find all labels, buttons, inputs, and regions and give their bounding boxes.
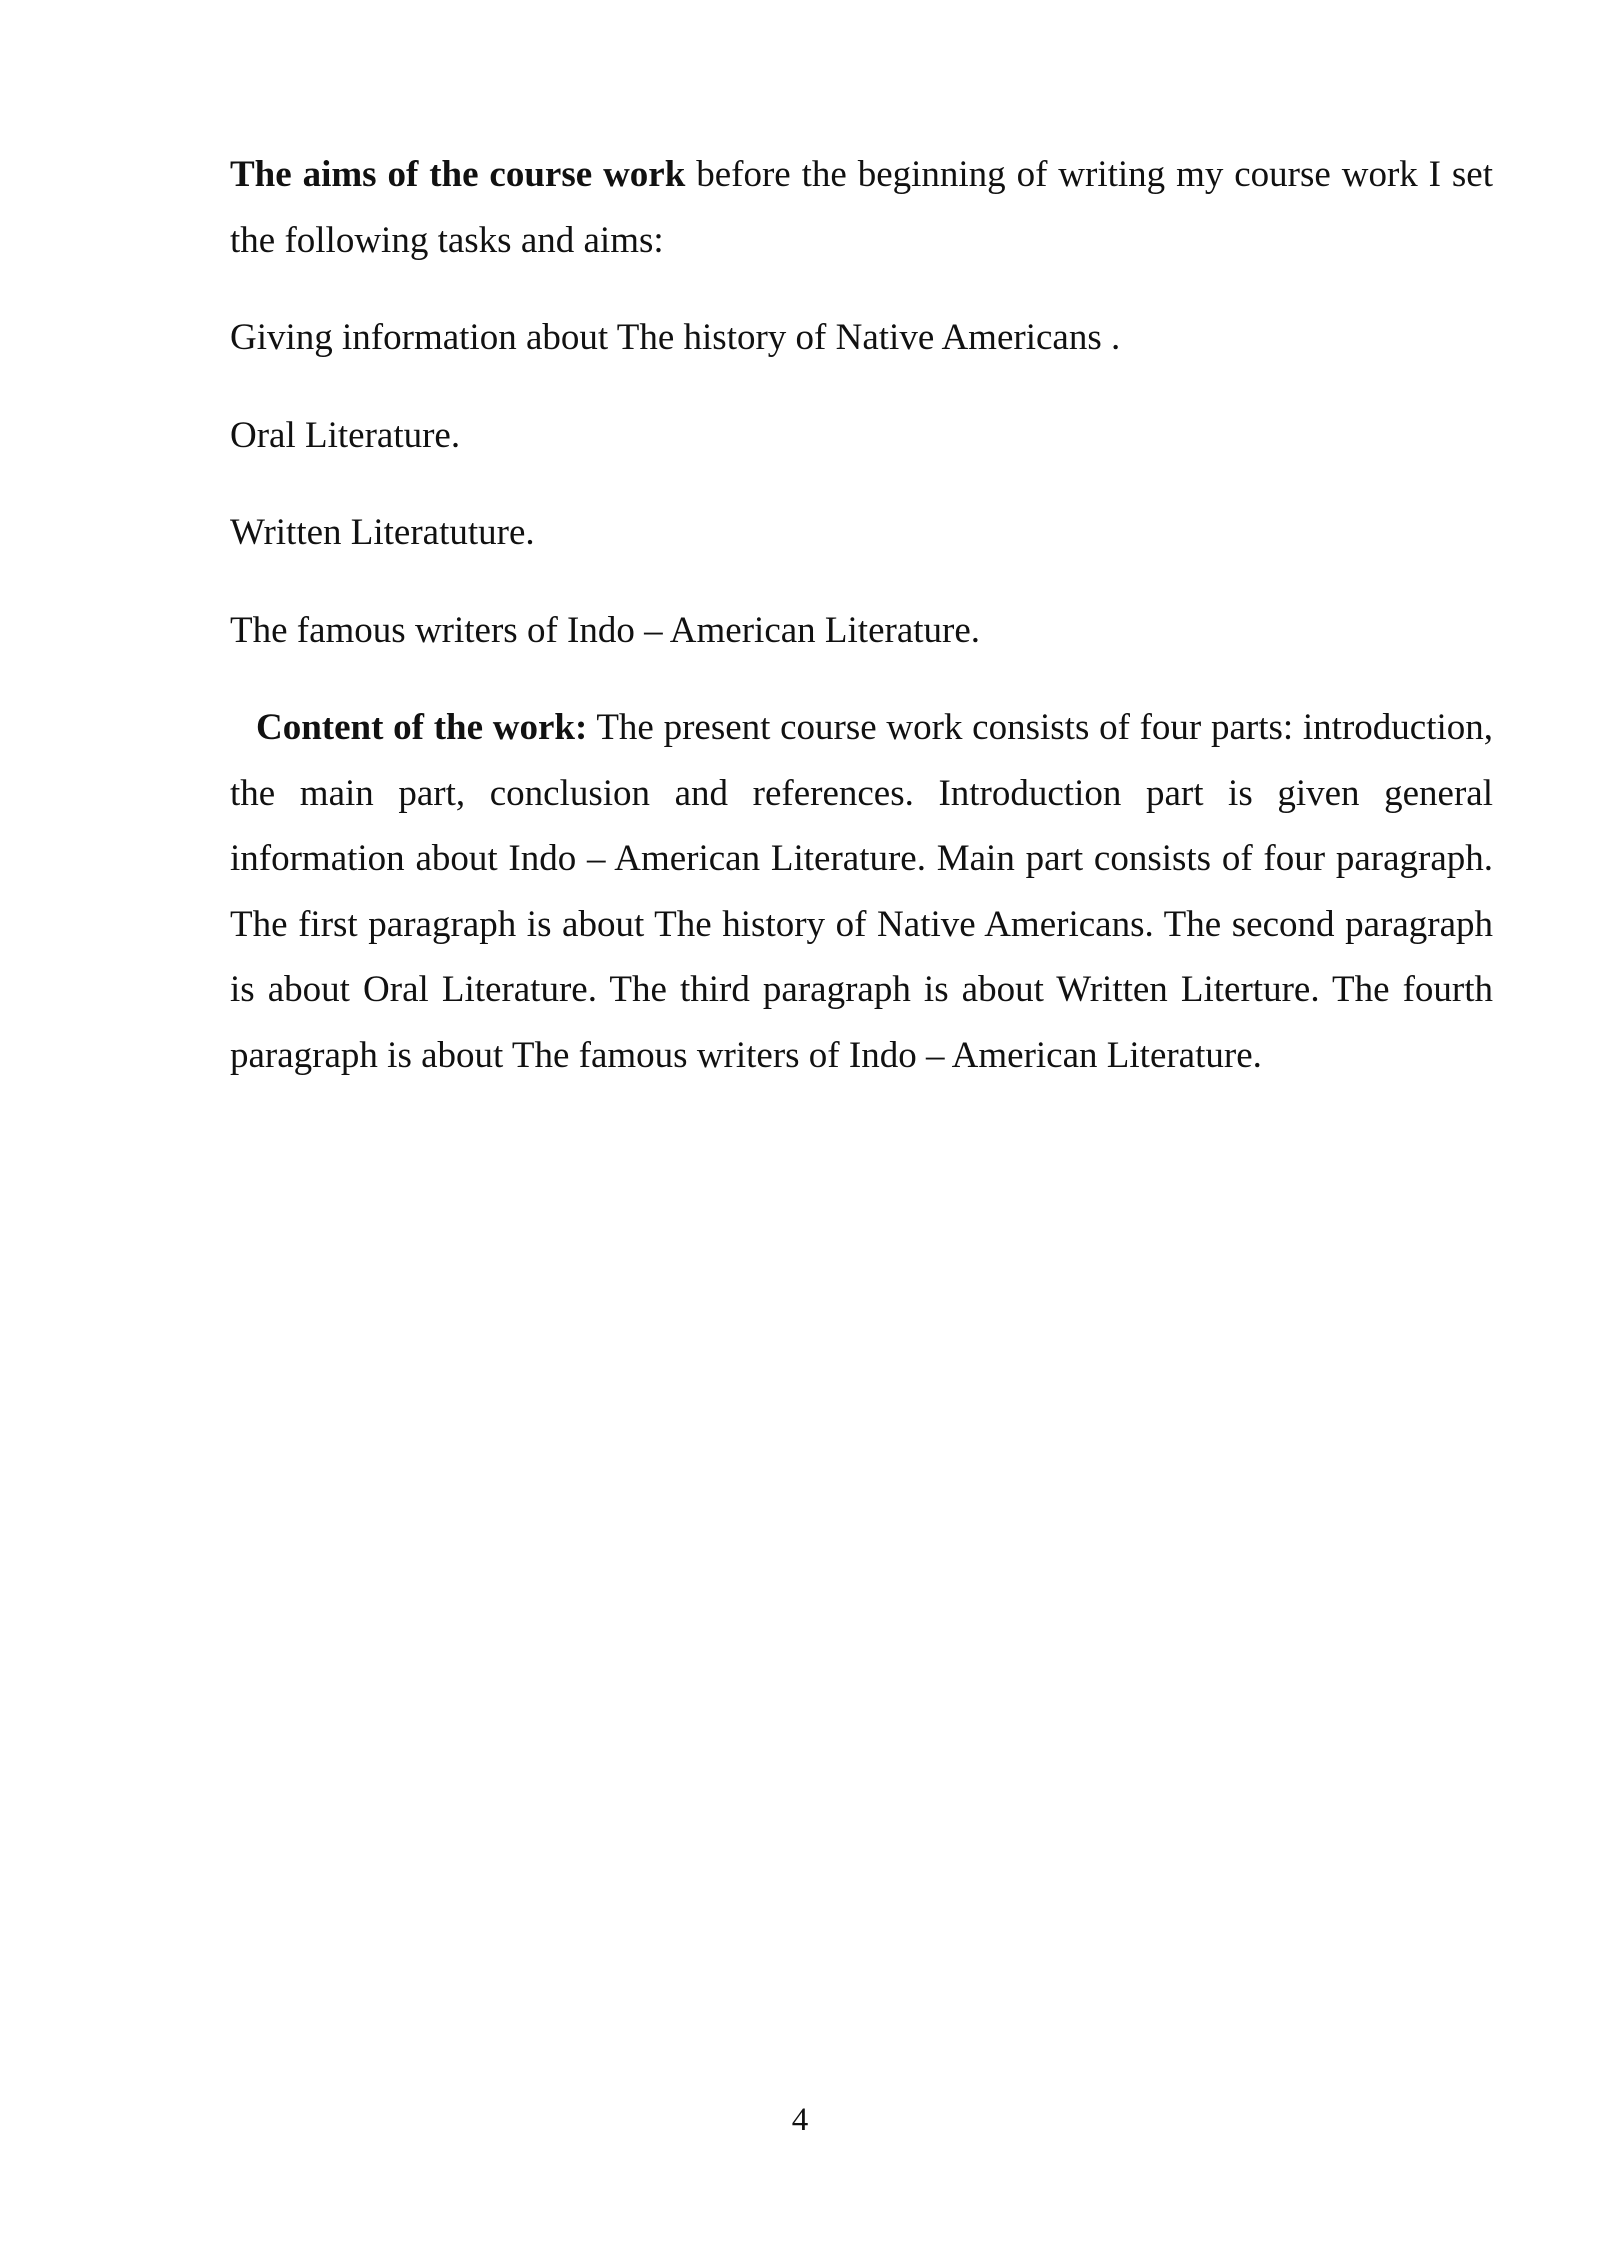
content-text: The present course work consists of four parts: introduction, the main part, conclusion and references. Introduction part is given general information about Indo – American Literature. Main part consists of four paragraph. The first paragraph is about The history of Native Americans. The second paragraph is about Oral Literature. The third paragraph is about Written Literture. The fourth paragraph is about The famous writers of Indo – American Literature. [230, 707, 1494, 1076]
aim-item-writers: The famous writers of Indo – American Literature. [230, 609, 981, 651]
content-heading: Content of the work: [256, 707, 588, 748]
aims-heading: The aims of the course work [230, 154, 686, 195]
page-number: 4 [791, 2102, 809, 2138]
aim-item-oral: Oral Literature. [230, 414, 461, 456]
content-paragraph [230, 695, 1493, 1088]
aims-paragraph [230, 142, 1493, 273]
aim-item-history: Giving information about The history of Native Americans . [230, 317, 1121, 358]
aim-item-written: Written Literatuture. [230, 512, 535, 553]
page-body [230, 142, 1493, 1088]
aims-text: before the beginning of writing my course work I set the following tasks and aims: [230, 154, 1493, 261]
